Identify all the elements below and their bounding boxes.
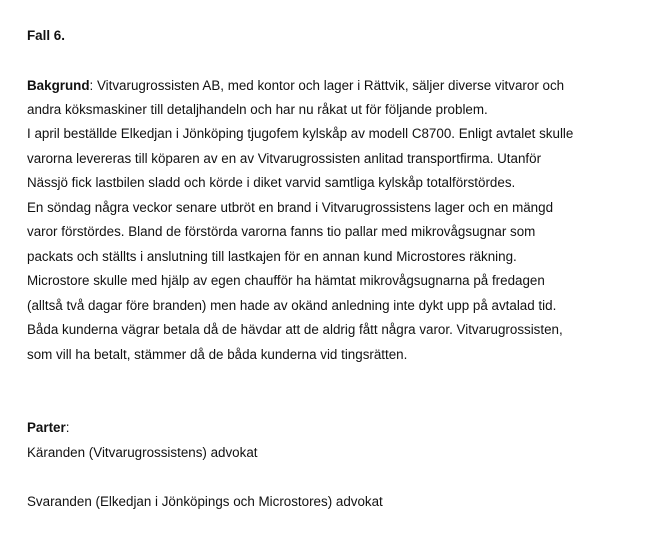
background-line-3: I april beställde Elkedjan i Jönköping tjugofem kylskåp av modell C8700. Enligt avtalet skulle [27, 126, 574, 141]
defendant-party: Svaranden (Elkedjan i Jönköpings och Microstores) advokat [27, 494, 383, 509]
background-line-7: varor förstördes. Bland de förstörda varorna fanns tio pallar med mikrovågsugnar som [27, 224, 536, 239]
background-line-2: andra köksmaskiner till detaljhandeln och har nu råkat ut för följande problem. [27, 102, 488, 117]
case-heading: Fall 6. [27, 28, 65, 43]
background-line-11: Båda kunderna vägrar betala då de hävdar att de aldrig fått några varor. Vitvarugrossisten, [27, 322, 563, 337]
background-line-5: Nässjö fick lastbilen sladd och körde i diket varvid samtliga kylskåp totalförstördes. [27, 175, 516, 190]
parties-heading [27, 420, 69, 436]
background-line-10: (alltså två dagar före branden) men hade av okänd anledning inte dykt upp på avtalad tid. [27, 298, 557, 313]
plaintiff-party: Käranden (Vitvarugrossistens) advokat [27, 445, 258, 460]
parties-label-colon: : [65, 420, 70, 435]
background-text-1: Vitvarugrossisten AB, med kontor och lager i Rättvik, säljer diverse vitvaror och [93, 78, 565, 93]
background-line-9: Microstore skulle med hjälp av egen chaufför ha hämtat mikrovågsugnarna på fredagen [27, 273, 545, 288]
parties-label: Parter [27, 420, 66, 435]
background-label-colon: : [89, 78, 94, 93]
background-line-4: varorna levereras till köparen av en av Vitvarugrossisten anlitad transportfirma. Utanför [27, 151, 542, 166]
background-line-12: som vill ha betalt, stämmer då de båda kunderna vid tingsrätten. [27, 347, 408, 362]
background-line-1 [27, 78, 564, 94]
background-label: Bakgrund [27, 78, 90, 93]
background-line-6: En söndag några veckor senare utbröt en brand i Vitvarugrossistens lager och en mängd [27, 200, 554, 215]
background-line-8: packats och ställts i anslutning till lastkajen för en annan kund Microstores räkning. [27, 249, 517, 264]
